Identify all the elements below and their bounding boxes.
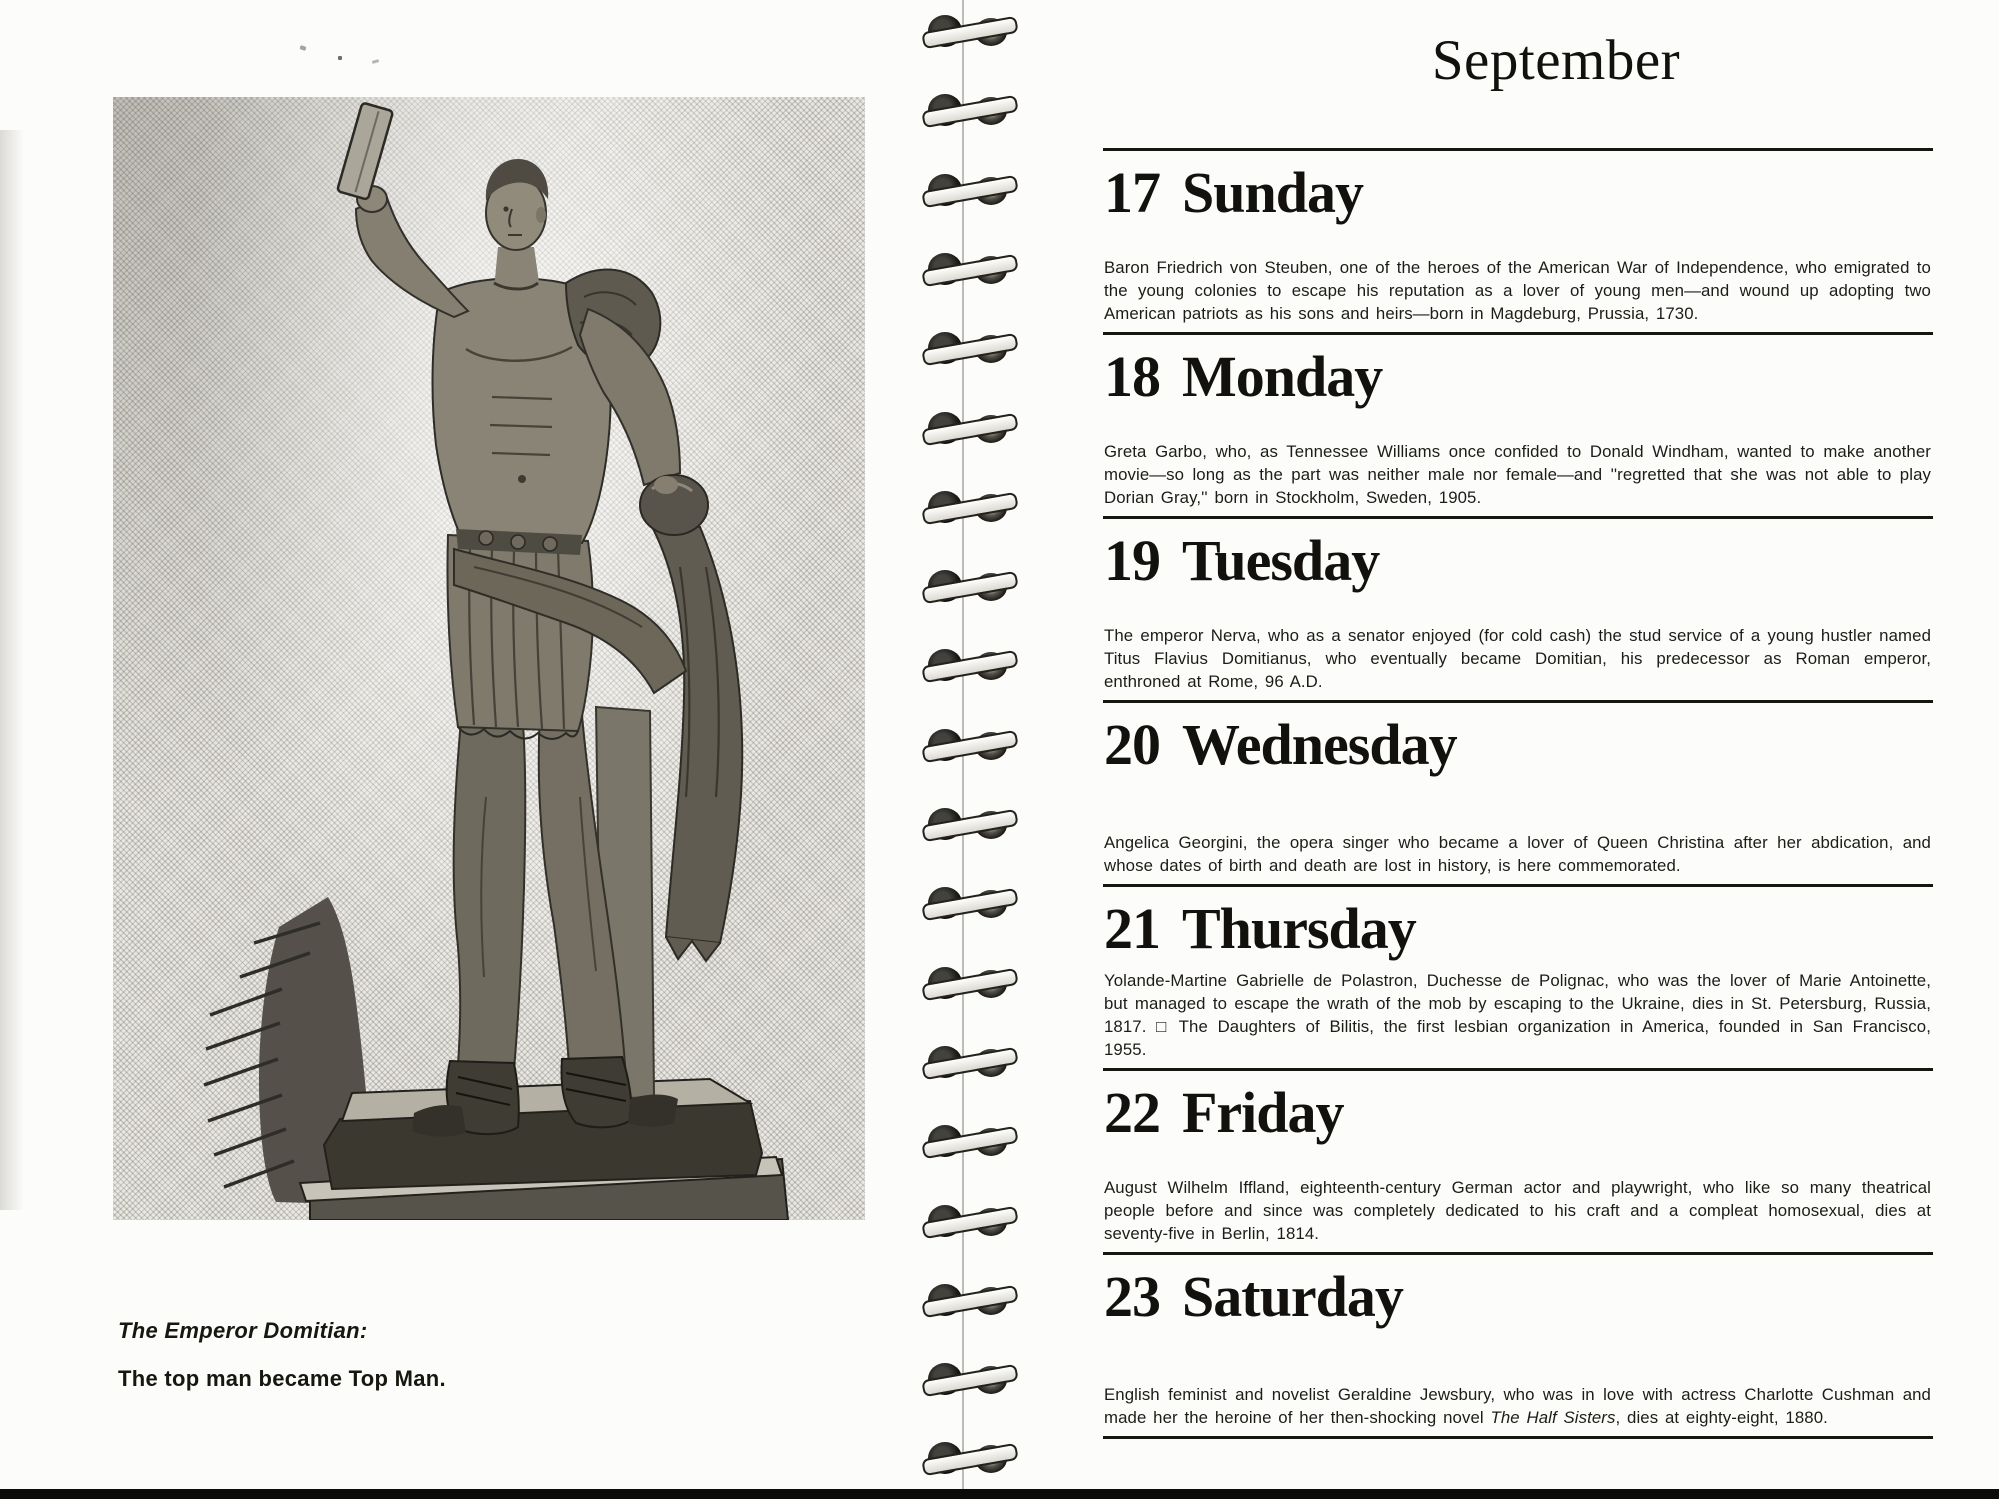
scan-speck bbox=[372, 59, 380, 64]
day-name: Friday bbox=[1182, 1080, 1344, 1145]
spiral-ring bbox=[920, 1122, 1024, 1162]
day-name: Sunday bbox=[1182, 160, 1364, 225]
day-heading bbox=[1104, 712, 1933, 777]
day-heading bbox=[1104, 160, 1933, 225]
day-section-18 bbox=[1103, 332, 1933, 516]
day-section-19 bbox=[1103, 516, 1933, 700]
spiral-binding bbox=[920, 0, 1030, 1489]
spiral-ring bbox=[920, 1281, 1024, 1321]
day-number: 17 bbox=[1104, 160, 1160, 225]
spiral-ring bbox=[920, 805, 1024, 845]
spiral-ring bbox=[920, 884, 1024, 924]
day-entry-text bbox=[1104, 1383, 1931, 1429]
statue-illustration bbox=[113, 97, 865, 1220]
day-entry-text: Greta Garbo, who, as Tennessee Williams once confided to Donald Windham, wanted to make another movie—so long as the part was neither male nor female—and ''regretted that she was not able to play Dorian Gray,'' born in Stockholm, Sweden, 1905. bbox=[1104, 442, 1931, 507]
day-section-21 bbox=[1103, 884, 1933, 1068]
spiral-ring bbox=[920, 1202, 1024, 1242]
italic-text-segment: The Half Sisters bbox=[1490, 1408, 1616, 1427]
day-entry-text: Angelica Georgini, the opera singer who became a lover of Queen Christina after her abdication, and whose dates of birth and death are lost in history, is here commemorated. bbox=[1104, 833, 1931, 875]
page-edge-shadow bbox=[0, 130, 24, 1210]
day-number: 23 bbox=[1104, 1264, 1160, 1329]
spiral-ring bbox=[920, 964, 1024, 1004]
spiral-ring bbox=[920, 646, 1024, 686]
day-heading bbox=[1104, 344, 1933, 409]
day-name: Thursday bbox=[1182, 896, 1416, 961]
spiral-ring bbox=[920, 567, 1024, 607]
spiral-ring bbox=[920, 329, 1024, 369]
scan-speck bbox=[338, 56, 342, 60]
scan-speck bbox=[299, 45, 306, 51]
day-section-20 bbox=[1103, 700, 1933, 884]
day-heading bbox=[1104, 1080, 1933, 1145]
day-entry-text: Baron Friedrich von Steuben, one of the heroes of the American War of Independence, who emigrated to the young colonies to escape his reputation as a lover of young men—and wound up adopting two American patriots as his sons and heirs—born in Magdeburg, Prussia, 1730. bbox=[1104, 258, 1931, 323]
day-section-17 bbox=[1103, 148, 1933, 332]
spiral-ring bbox=[920, 726, 1024, 766]
spiral-ring bbox=[920, 488, 1024, 528]
day-list bbox=[1103, 148, 1933, 1439]
text-segment: , dies at eighty-eight, 1880. bbox=[1615, 1408, 1828, 1427]
spiral-ring bbox=[920, 409, 1024, 449]
day-name: Monday bbox=[1182, 344, 1383, 409]
caption-subtitle: The top man became Top Man. bbox=[118, 1366, 446, 1391]
day-number: 20 bbox=[1104, 712, 1160, 777]
caption-title: The Emperor Domitian: bbox=[118, 1318, 368, 1343]
text-segment: English feminist and novelist Geraldine Jewsbury, who was in love with actress Charlotte Cushman and made her the heroine of her then-shocking novel bbox=[1104, 1385, 1931, 1427]
day-entry-text: August Wilhelm Iffland, eighteenth-century German actor and playwright, who like so many theatrical people before and since was completely dedicated to his craft and a compleat homosexual, dies at seventy-five in Berlin, 1814. bbox=[1104, 1178, 1931, 1243]
month-title: September bbox=[1431, 29, 1681, 92]
day-number: 18 bbox=[1104, 344, 1160, 409]
scan-edge-bar bbox=[0, 1489, 1999, 1499]
day-name: Tuesday bbox=[1182, 528, 1380, 593]
day-entry-text: Yolande-Martine Gabrielle de Polastron, Duchesse de Polignac, who was the lover of Marie Antoinette, but managed to escape the wrath of the mob by escaping to the Ukraine, dies in St. Petersburg, Russia, 1817. □ The Daughters of Bilitis, the first lesbian organization in America, founded in San Francisco, 1955. bbox=[1104, 971, 1931, 1059]
spiral-ring bbox=[920, 1043, 1024, 1083]
day-name: Wednesday bbox=[1182, 712, 1457, 777]
day-heading bbox=[1104, 896, 1933, 961]
day-name: Saturday bbox=[1182, 1264, 1403, 1329]
day-number: 21 bbox=[1104, 896, 1160, 961]
day-number: 19 bbox=[1104, 528, 1160, 593]
day-section-22 bbox=[1103, 1068, 1933, 1252]
spiral-ring bbox=[920, 171, 1024, 211]
spiral-ring bbox=[920, 12, 1024, 52]
day-heading bbox=[1104, 528, 1933, 593]
spiral-ring bbox=[920, 1360, 1024, 1400]
spiral-ring bbox=[920, 250, 1024, 290]
domitian-engraving bbox=[113, 97, 865, 1220]
spiral-ring bbox=[920, 91, 1024, 131]
bottom-rule bbox=[1103, 1436, 1933, 1439]
day-entry-text: The emperor Nerva, who as a senator enjoyed (for cold cash) the stud service of a young hustler named Titus Flavius Domitianus, who eventually became Domitian, his predecessor as Roman emperor, enthroned at Rome, 96 A.D. bbox=[1104, 626, 1931, 691]
day-section-23 bbox=[1103, 1252, 1933, 1436]
day-heading bbox=[1104, 1264, 1933, 1329]
spiral-ring bbox=[920, 1439, 1024, 1479]
day-number: 22 bbox=[1104, 1080, 1160, 1145]
